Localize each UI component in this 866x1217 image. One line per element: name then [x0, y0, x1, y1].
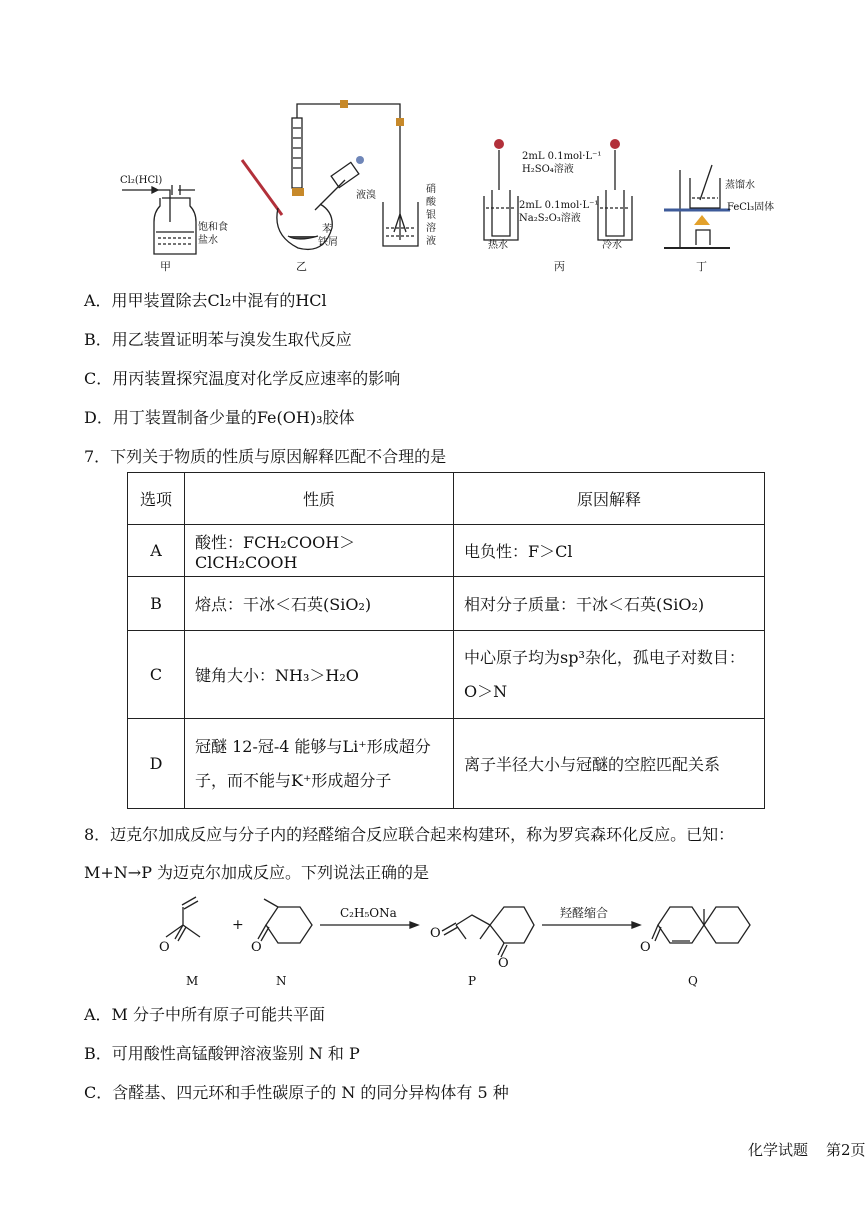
- svg-text:O: O: [430, 926, 441, 941]
- svg-text:酸: 酸: [426, 197, 436, 208]
- row-option: B: [128, 577, 185, 631]
- row-option: D: [128, 719, 185, 809]
- svg-text:Na₂S₂O₃溶液: Na₂S₂O₃溶液: [519, 213, 581, 224]
- row-reason-line: 中心原子均为sp³杂化，孤电子对数目：: [464, 647, 745, 667]
- apparatus-ding: [664, 165, 774, 273]
- table-header-row: [128, 473, 765, 525]
- svg-text:H₂SO₄溶液: H₂SO₄溶液: [522, 164, 574, 175]
- q8-option-c: C．含醛基、四元环和手性碳原子的 N 的同分异构体有 5 种: [84, 1083, 509, 1102]
- row-property-line: 子，而不能与K⁺形成超分子: [195, 770, 392, 790]
- svg-text:O: O: [640, 940, 651, 955]
- svg-text:饱和食: 饱和食: [198, 222, 228, 233]
- table-row: [128, 577, 765, 631]
- svg-text:甲: 甲: [160, 260, 171, 273]
- svg-text:O: O: [251, 940, 262, 955]
- svg-text:溶: 溶: [426, 223, 436, 234]
- q8-stem-line2: M+N→P 为迈克尔加成反应。下列说法正确的是: [84, 863, 430, 882]
- robinson-scheme: [0, 895, 860, 1005]
- svg-text:FeCl₃固体: FeCl₃固体: [727, 202, 775, 213]
- svg-text:P: P: [468, 974, 477, 988]
- svg-text:硝: 硝: [426, 184, 436, 195]
- table-row: [128, 719, 765, 809]
- svg-text:丙: 丙: [554, 260, 565, 273]
- header-reason: 原因解释: [454, 473, 765, 525]
- row-reason-line: O＞N: [464, 681, 508, 701]
- molecule-n: [251, 899, 312, 988]
- q6-option-d: D．用丁装置制备少量的Fe(OH)₃胶体: [84, 408, 355, 427]
- row-property-line: 冠醚 12-冠-4 能够与Li⁺形成超分: [195, 736, 431, 756]
- apparatus-yi: [242, 100, 437, 273]
- footer-page: 第2页: [826, 1141, 866, 1159]
- header-property: 性质: [185, 473, 454, 525]
- row-reason: 电负性：F＞Cl: [454, 525, 765, 577]
- header-option: 选项: [128, 473, 185, 525]
- svg-text:M: M: [186, 974, 199, 988]
- svg-text:丁: 丁: [696, 260, 707, 273]
- row-reason: 相对分子质量：干冰＜石英(SiO₂): [454, 577, 765, 631]
- table-row: [128, 631, 765, 719]
- svg-text:Cl₂(HCl): Cl₂(HCl): [120, 175, 163, 186]
- plus-sign: +: [232, 917, 244, 933]
- row-option: A: [128, 525, 185, 577]
- svg-text:O: O: [159, 940, 170, 955]
- apparatus-figure: [0, 0, 860, 285]
- q7-stem: 7．下列关于物质的性质与原因解释匹配不合理的是: [84, 447, 447, 466]
- q8-option-a: A．M 分子中所有原子可能共平面: [84, 1005, 326, 1024]
- row-option: C: [128, 631, 185, 719]
- svg-text:盐水: 盐水: [198, 235, 218, 246]
- reagent-1: C₂H₅ONa: [340, 906, 397, 920]
- row-property: 熔点：干冰＜石英(SiO₂): [185, 577, 454, 631]
- q8-stem-line1: 8．迈克尔加成反应与分子内的羟醛缩合反应联合起来构建环，称为罗宾森环化反应。已知：: [84, 825, 735, 844]
- svg-text:铁屑: 铁屑: [318, 237, 338, 248]
- q8-option-b: B．可用酸性高锰酸钾溶液鉴别 N 和 P: [84, 1044, 360, 1063]
- apparatus-bing: [484, 139, 632, 273]
- q6-option-a: A．用甲装置除去Cl₂中混有的HCl: [84, 291, 327, 310]
- svg-text:液溴: 液溴: [356, 190, 376, 201]
- q6-option-c: C．用丙装置探究温度对化学反应速率的影响: [84, 369, 401, 388]
- svg-text:N: N: [276, 974, 287, 988]
- svg-text:热水: 热水: [488, 240, 508, 251]
- row-property: [185, 719, 454, 809]
- molecule-p: [430, 907, 534, 988]
- row-property: 键角大小：NH₃＞H₂O: [185, 631, 454, 719]
- svg-text:液: 液: [426, 236, 436, 247]
- svg-text:2mL 0.1mol·L⁻¹: 2mL 0.1mol·L⁻¹: [519, 200, 599, 211]
- svg-text:O: O: [498, 956, 509, 971]
- footer-subject: 化学试题: [748, 1141, 809, 1159]
- molecule-q: [640, 907, 750, 988]
- svg-text:2mL 0.1mol·L⁻¹: 2mL 0.1mol·L⁻¹: [522, 151, 602, 162]
- row-reason: 离子半径大小与冠醚的空腔匹配关系: [454, 719, 765, 809]
- row-property: 酸性：FCH₂COOH＞ClCH₂COOH: [185, 525, 454, 577]
- row-reason: [454, 631, 765, 719]
- svg-text:蒸馏水: 蒸馏水: [725, 180, 755, 191]
- apparatus-jia: [120, 175, 228, 273]
- q6-option-b: B．用乙装置证明苯与溴发生取代反应: [84, 330, 352, 349]
- svg-text:冷水: 冷水: [602, 240, 622, 251]
- molecule-m: [159, 897, 200, 988]
- q7-table: [127, 472, 765, 809]
- svg-text:乙: 乙: [296, 260, 307, 273]
- svg-text:银: 银: [426, 210, 436, 221]
- table-row: [128, 525, 765, 577]
- svg-text:苯: 苯: [322, 224, 332, 235]
- reagent-2: 羟醛缩合: [560, 906, 609, 920]
- svg-text:Q: Q: [688, 974, 698, 988]
